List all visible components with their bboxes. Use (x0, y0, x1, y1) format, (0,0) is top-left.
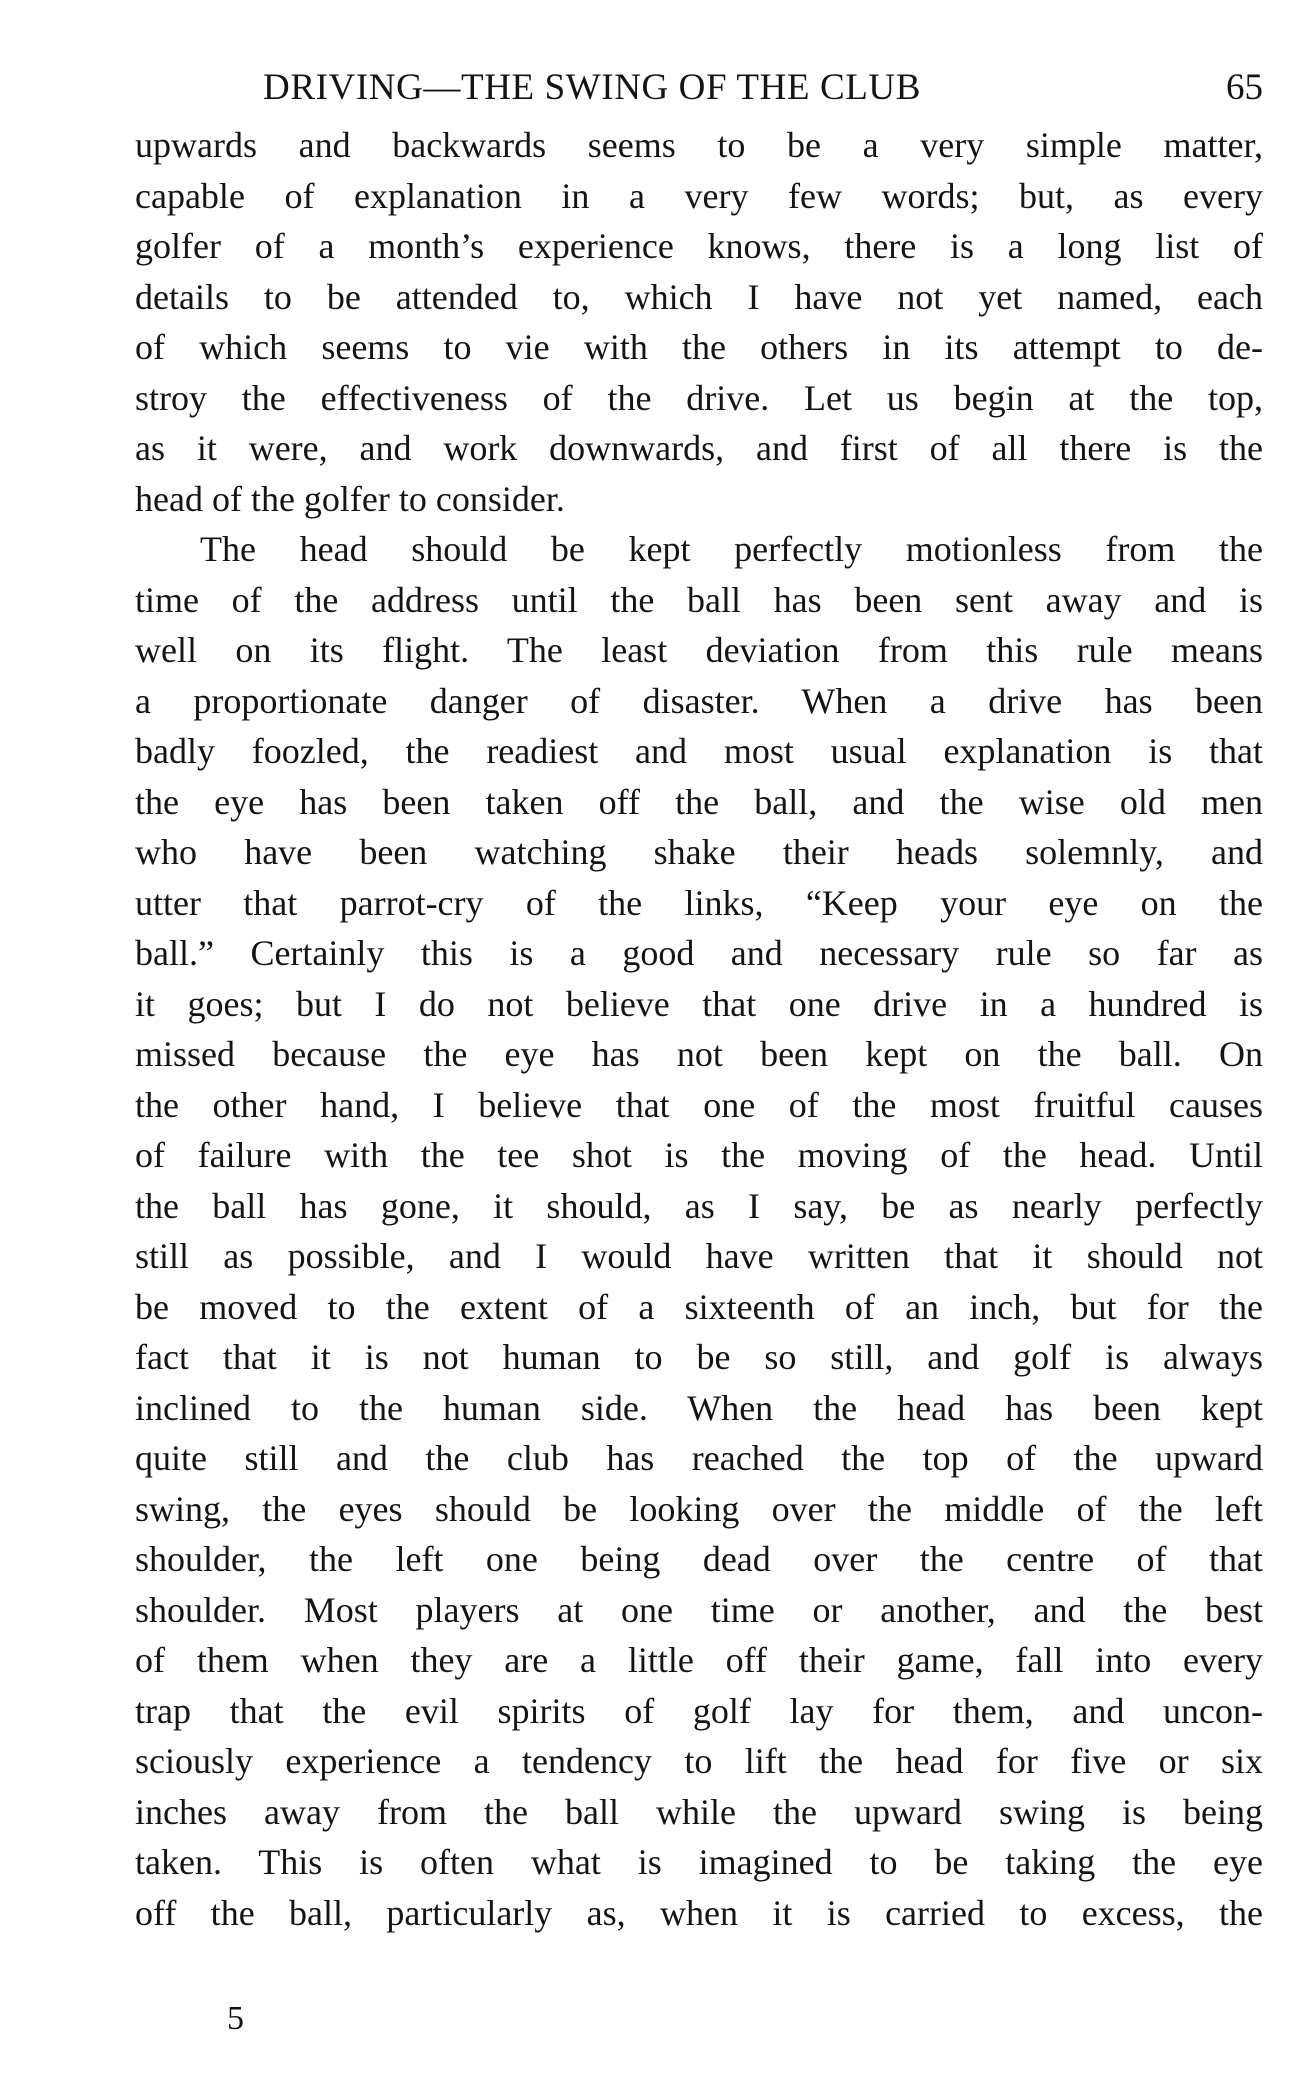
text-line: a proportionate danger of disaster. When a drive has been (135, 680, 1263, 721)
text-line: still as possible, and I would have written that it should not (135, 1236, 1263, 1276)
text-line: the ball has gone, it should, as I say, be as nearly perfectly (135, 1185, 1263, 1226)
text-line: shoulder, the left one being dead over the centre of that (135, 1539, 1263, 1579)
text-line: capable of explanation in a very few words; but, as every (135, 175, 1263, 216)
text-line: off the ball, particularly as, when it is carried to excess, the (135, 1892, 1263, 1933)
text-line: stroy the effectiveness of the drive. Let us begin at the top, (135, 377, 1263, 418)
text-line: inclined to the human side. When the head has been kept (135, 1387, 1263, 1428)
text-line: missed because the eye has not been kept on the ball. On (135, 1034, 1263, 1074)
text-line: shoulder. Most players at one time or another, and the best (135, 1589, 1263, 1630)
text-line: fact that it is not human to be so still, and golf is always (135, 1337, 1263, 1377)
text-line: head of the golfer to consider. (135, 478, 565, 519)
text-line: golfer of a month’s experience knows, there is a long list of (135, 226, 1263, 266)
page-number: 65 (1226, 67, 1263, 108)
running-title: DRIVING—THE SWING OF THE CLUB (263, 67, 922, 108)
signature-mark: 5 (227, 2000, 244, 2037)
text-line: trap that the evil spirits of golf lay for them, and uncon- (135, 1690, 1263, 1731)
text-line: be moved to the extent of a sixteenth of an inch, but for the (135, 1286, 1263, 1327)
text-line: it goes; but I do not believe that one drive in a hundred is (135, 983, 1263, 1024)
text-line: the other hand, I believe that one of the most fruitful causes (135, 1084, 1263, 1125)
text-line: of them when they are a little off their game, fall into every (135, 1640, 1263, 1680)
text-line: quite still and the club has reached the top of the upward (135, 1438, 1263, 1478)
text-line: upwards and backwards seems to be a very simple matter, (135, 125, 1263, 165)
running-head (263, 58, 1263, 118)
text-line: who have been watching shake their heads solemnly, and (135, 832, 1263, 872)
text-line: ball.” Certainly this is a good and necessary rule so far as (135, 933, 1263, 973)
text-line: well on its flight. The least deviation from this rule means (135, 630, 1263, 670)
text-line: of which seems to vie with the others in its attempt to de- (135, 327, 1263, 367)
text-line: details to be attended to, which I have not yet named, each (135, 276, 1263, 317)
text-line: taken. This is often what is imagined to be taking the eye (135, 1842, 1263, 1882)
text-line: of failure with the tee shot is the moving of the head. Until (135, 1135, 1263, 1175)
body-text (135, 120, 1263, 1938)
text-line: as it were, and work downwards, and first of all there is the (135, 428, 1263, 468)
text-line-paragraph-start: The head should be kept perfectly motionless from the (200, 529, 1263, 569)
text-line: badly foozled, the readiest and most usual explanation is that (135, 731, 1263, 771)
text-line: inches away from the ball while the upward swing is being (135, 1791, 1263, 1832)
text-line: swing, the eyes should be looking over the middle of the left (135, 1488, 1263, 1529)
text-line: sciously experience a tendency to lift the head for five or six (135, 1741, 1263, 1781)
text-line: time of the address until the ball has been sent away and is (135, 579, 1263, 620)
text-line: the eye has been taken off the ball, and the wise old men (135, 781, 1263, 822)
text-line: utter that parrot-cry of the links, “Keep your eye on the (135, 882, 1263, 923)
